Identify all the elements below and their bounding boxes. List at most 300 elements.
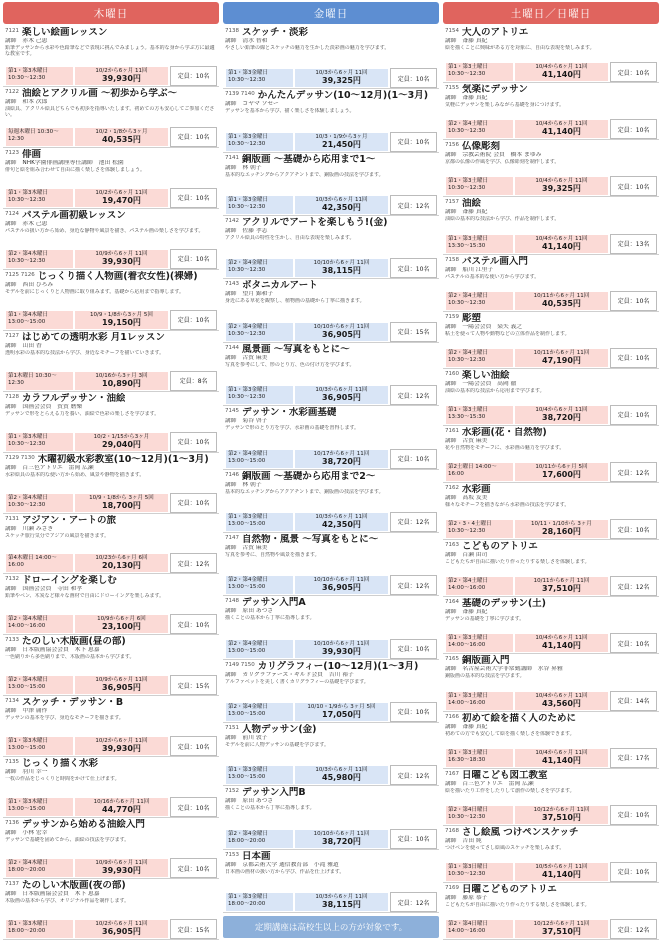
course-head: [445, 655, 657, 666]
course-info-row: [5, 675, 217, 695]
course-number: 7158: [445, 256, 459, 263]
course-instructor: 講師 日本版画協会会員 木下 恵嘉: [5, 891, 100, 898]
course-term: 10/3から6ヶ月 11回: [315, 767, 368, 774]
course-item: [3, 879, 219, 940]
course-number: 7152: [225, 788, 239, 795]
course-number: 7138: [225, 28, 239, 34]
course-head: [225, 534, 437, 545]
course-term: 10/9・1/8から 3ヶ月 5回: [89, 494, 154, 501]
course-title: 基礎のデッサン(土): [462, 598, 547, 610]
course-schedule: 第2・第4金曜日 13:00〜15:00: [225, 449, 294, 469]
course-description: 気軽にデッサンを楽しみながら基礎を身につけます。: [445, 102, 565, 109]
course-fee: 19,150円: [102, 317, 141, 327]
course-instructor: 講師 清水 智和: [225, 38, 268, 44]
course-head: [445, 713, 657, 724]
course-capacity: 定員：12名: [170, 553, 217, 573]
course-fee: 39,325円: [322, 76, 361, 86]
course-instructor: 講師 前川 敦子: [225, 734, 268, 741]
course-term: 10/17から6ヶ月 11回: [313, 450, 370, 457]
course-number: 7123: [5, 149, 19, 156]
course-head: [5, 697, 217, 708]
course-schedule: 第2土曜日 14:00〜16:00: [445, 462, 514, 482]
course-capacity: 定員：10名: [610, 862, 657, 882]
course-term: 10/9から6ヶ月 11回: [95, 677, 148, 684]
course-item: [223, 216, 439, 279]
course-title: かんたんデッサン(10〜12月)(1〜3月): [257, 90, 429, 102]
course-fee-box: [514, 62, 610, 82]
course-item: [443, 483, 659, 540]
course-fee: 38,115円: [322, 266, 361, 276]
course-fee: 39,325円: [542, 184, 581, 194]
course-info-row: [225, 702, 437, 722]
course-fee-box: [294, 195, 390, 215]
course-term: 10/3から6ヶ月 11回: [315, 70, 368, 77]
course-fee: 41,140円: [542, 869, 581, 879]
course-number: 7133: [5, 637, 19, 644]
course-info-row: [445, 862, 657, 882]
course-description: 俳句と絵を組み合わせて自由に描く楽しさを体験しましょう。: [5, 166, 146, 173]
course-item: [443, 712, 659, 769]
course-fee: 40,535円: [542, 298, 581, 308]
course-description: 京都の仏像の作風を学び、仏像彫刻を制作します。: [445, 159, 560, 166]
course-schedule: 第2・第4土曜日 14:00〜16:00: [445, 576, 514, 596]
course-number: 7166: [445, 713, 459, 720]
course-description: 透明水彩の基本的な技法から学び、身近なモチーフを描いていきます。: [5, 349, 165, 356]
course-info-row: [5, 127, 217, 147]
course-schedule: 第1・第3土曜日 16:30〜18:30: [445, 748, 514, 768]
course-title: 日本画: [242, 850, 271, 862]
course-description: 銅版画の基本的な技法を学びます。: [445, 673, 525, 680]
course-instructor: 講師 中澤 庸作: [5, 708, 48, 715]
course-schedule: 第1・第3土曜日 10:30〜12:30: [445, 62, 514, 82]
course-schedule: 第2・第4土曜日 10:30〜12:30: [445, 291, 514, 311]
course-term: 10/4から6ヶ月 11回: [535, 692, 588, 699]
course-term: 10/9から6ヶ月 6回: [97, 616, 146, 623]
course-term: 10/3・1/9から3ヶ月: [315, 133, 368, 140]
course-fee-box: [514, 234, 610, 254]
course-item: [3, 453, 219, 514]
course-fee-box: [514, 691, 610, 711]
course-fee: 39,930円: [102, 73, 141, 83]
course-number: 7137: [5, 881, 19, 888]
course-head: [445, 541, 657, 552]
course-instructor: 講師 船川 江里子: [445, 266, 494, 273]
course-term: 10/5から6ヶ月 11回: [535, 863, 588, 870]
course-description: デッサンで形をとらえる力を養い、油絵で色彩の楽しさを学びます。: [5, 410, 160, 417]
course-fee-box: [74, 614, 170, 634]
course-info-row: [445, 462, 657, 482]
course-term: 10/10から6ヶ月 11回: [313, 640, 370, 647]
course-instructor: 講師 赤木 己恵: [5, 220, 48, 227]
course-head: [225, 27, 437, 38]
course-fee: 10,890円: [102, 378, 141, 388]
course-schedule: 第2・第4木曜日 10:30〜12:30: [5, 493, 74, 513]
course-schedule: 第1・第3土曜日 13:30〜15:30: [445, 405, 514, 425]
course-instructor: 講師 山田 香: [5, 342, 42, 349]
course-instructor: 講師 古賀 麻美: [225, 544, 268, 551]
course-head: [5, 27, 217, 38]
course-number: 7136: [5, 820, 19, 827]
course-title: アクリルでアートを楽しもう!(金): [242, 217, 388, 229]
course-schedule: 第1・第3金曜日 13:00〜15:00: [225, 512, 294, 532]
course-capacity: 定員：17名: [610, 748, 657, 768]
course-capacity: 定員：10名: [170, 736, 217, 756]
course-info-row: [225, 892, 437, 912]
course-instructor: 講師 原田 あつさ: [225, 798, 274, 805]
course-fee-box: [294, 829, 390, 849]
course-fee-box: [514, 919, 610, 939]
course-info-row: [445, 234, 657, 254]
course-number: 7147: [225, 534, 239, 541]
course-fee: 19,470円: [102, 195, 141, 205]
course-term: 10/12から6ヶ月 11回: [533, 921, 590, 927]
course-term: 10/10から6ヶ月 11回: [313, 260, 370, 267]
course-number: 7156: [445, 142, 459, 149]
course-info-row: [225, 829, 437, 849]
course-schedule: 第2・第4木曜日 13:00〜15:00: [5, 675, 74, 695]
course-capacity: 定員：15名: [170, 919, 217, 939]
course-info-row: [445, 919, 657, 939]
course-number: 7125 7126: [5, 271, 35, 278]
course-item: [3, 87, 219, 148]
course-description: デッサンの基本を学び、身近なモチーフを描きます。: [5, 715, 124, 722]
course-capacity: 定員：10名: [610, 348, 657, 368]
course-list: [443, 26, 659, 940]
course-number: 7129 7130: [5, 454, 35, 461]
course-capacity: 定員：14名: [610, 691, 657, 711]
course-description: こどもたちが自由に描いたり作ったりする楽しさを体験します。: [445, 559, 590, 566]
course-fee: 41,140円: [542, 241, 581, 251]
course-item: [223, 470, 439, 533]
course-description: 油絵具、アクリル絵具どちらでも初歩を指導いたします。初めての方も安心してご参加ください。: [5, 105, 215, 119]
course-fee-box: [514, 805, 610, 825]
course-title: さし絵風 つけペンスケッチ: [462, 826, 579, 838]
course-title: 初めて絵を描く人のために: [462, 712, 577, 724]
course-schedule: 第1・第3木曜日 10:30〜12:30: [5, 432, 74, 452]
course-info-row: [225, 132, 437, 152]
course-capacity: 定員：12名: [390, 195, 437, 215]
course-instructor: 講師 百三色アトリエ 雷岡 広瀬: [445, 780, 534, 787]
course-instructor: 講師 カリグラファーズ・ギルド会員 吉川 裕子: [225, 671, 354, 678]
course-title: デッサン・水彩画基礎: [242, 407, 337, 419]
course-item: [443, 26, 659, 83]
course-info-row: [445, 805, 657, 825]
course-description: 鉛筆やペン、木炭など様々な画材で自由にドローイングを楽しみます。: [5, 593, 165, 600]
course-description: デッサンの基礎を丁寧に学びます。: [445, 616, 525, 623]
course-info-row: [225, 258, 437, 278]
course-fee-box: [294, 322, 390, 342]
course-number: 7141: [225, 154, 239, 161]
course-term: 10/3から6ヶ月 11回: [315, 894, 368, 901]
course-schedule: 第1・第3金曜日 10:30〜12:30: [225, 195, 294, 215]
course-info-row: [5, 614, 217, 634]
course-title: 水彩画: [462, 484, 491, 495]
course-term: 10/4から6ヶ月 11回: [535, 64, 588, 71]
course-title: パステル画初級レッスン: [22, 209, 126, 221]
course-fee-box: [294, 702, 390, 722]
course-number: 7146: [225, 471, 239, 478]
course-info-row: [445, 748, 657, 768]
notice-banner: 定期講座は高校生以上の方が対象です。: [223, 916, 439, 938]
course-title: はじめての透明水彩 月1レッスン: [22, 331, 165, 343]
course-item: [223, 343, 439, 406]
course-description: 写真を参考に、自然物や風景を描きます。: [225, 551, 320, 558]
course-fee-box: [294, 449, 390, 469]
course-head: [445, 484, 657, 495]
course-term: 10/16から6ヶ月 11回: [93, 799, 150, 806]
course-description: 描くことの基本から丁寧に指導します。: [225, 615, 315, 622]
course-description: 身近にある草花を観察し、植物画の基礎から丁寧に描きます。: [225, 298, 365, 305]
course-term: 10/10から6ヶ月 11回: [313, 323, 370, 330]
course-description: 様々なモチーフを描きながら水彩画の技法を学びます。: [445, 502, 570, 508]
course-item: [443, 769, 659, 826]
course-capacity: 定員：10名: [390, 702, 437, 722]
course-title: 木曜初級水彩教室(10〜12月)(1〜3月): [37, 453, 209, 465]
course-description: 絵を描いたり工作をしたりして創作の楽しさを学びます。: [445, 787, 575, 794]
course-title: アジアン・アートの旅: [22, 514, 116, 526]
day-header-saturday-sunday: 土曜日／日曜日: [443, 2, 659, 24]
course-capacity: 定員：10名: [610, 176, 657, 196]
course-info-row: [5, 553, 217, 573]
course-fee-box: [514, 519, 610, 539]
course-head: [445, 256, 657, 267]
course-fee: 36,905円: [322, 583, 361, 593]
course-info-row: [5, 310, 217, 330]
course-item: [3, 209, 219, 270]
course-instructor: 講師 和本 次郎: [5, 98, 48, 105]
course-fee: 40,535円: [102, 134, 141, 144]
course-description: 基本的なエッチングからアクアチントまで、銅版画の技法を学びます。: [225, 171, 384, 178]
course-schedule: 第2・第4金曜日 13:00〜15:00: [225, 702, 294, 722]
course-fee-box: [74, 66, 170, 86]
course-fee: 41,140円: [542, 127, 581, 137]
course-term: 10/10・1/9から 3ヶ月 5回: [307, 703, 376, 710]
course-head: [5, 819, 217, 830]
course-instructor: 講師 望月 錦和子: [225, 291, 274, 298]
course-instructor: 講師 佐藤 孝志: [225, 228, 268, 235]
course-item: [223, 406, 439, 469]
course-item: [223, 89, 439, 152]
course-info-row: [445, 348, 657, 368]
course-description: スケッチ旅行気分でアジアの風景を描きます。: [5, 532, 110, 539]
course-description: つけペンを使ってさし絵風のスケッチを楽しみます。: [445, 844, 565, 851]
course-fee: 36,905円: [102, 927, 141, 937]
course-fee-box: [294, 258, 390, 278]
course-info-row: [445, 119, 657, 139]
course-item: [443, 140, 659, 197]
course-term: 10/11・1/10から 3ヶ月: [530, 521, 592, 528]
course-fee: 38,720円: [322, 836, 361, 846]
course-fee-box: [514, 633, 610, 653]
course-schedule: 第1・第3金曜日 10:30〜12:30: [225, 385, 294, 405]
course-title: 銅版画入門: [462, 655, 510, 667]
course-number: 7131: [5, 515, 19, 522]
saturday-sunday-column: [443, 0, 659, 940]
day-header-thursday: 木曜日: [3, 2, 219, 24]
course-instructor: 講師 日本版画協会会員 木下 恵嘉: [5, 647, 100, 654]
course-number: 7154: [445, 28, 459, 34]
course-title: 油絵とアクリル画 〜初歩から学ぶ〜: [22, 87, 178, 99]
course-info-row: [445, 519, 657, 539]
course-number: 7169: [445, 884, 459, 891]
course-fee: 42,350円: [322, 203, 361, 213]
course-number: 7163: [445, 542, 459, 549]
course-info-row: [225, 195, 437, 215]
course-term: 10/11から6ヶ月 11回: [533, 292, 590, 299]
course-description: 花や自然物をモチーフに、水彩画の魅力を学びます。: [445, 444, 565, 451]
course-instructor: 講師 林 朝子: [225, 481, 262, 488]
course-capacity: 定員：12名: [390, 385, 437, 405]
course-item: [3, 635, 219, 696]
course-schedule: 第1・第3土曜日 14:00〜16:00: [445, 691, 514, 711]
course-item: [223, 850, 439, 913]
course-description: 日本画の画材の扱い方から学び、作品を仕上げます。: [225, 868, 345, 875]
course-title: ボタニカルアート: [242, 280, 318, 292]
course-info-row: [225, 765, 437, 785]
course-number: 7134: [5, 698, 19, 705]
course-schedule: 毎週木曜日 10:30〜12:30: [5, 127, 74, 147]
course-instructor: 講師 斎藤 真紀: [445, 609, 488, 616]
course-title: 銅版画 〜基礎から応用まで1〜: [242, 153, 376, 165]
course-fee-box: [294, 132, 390, 152]
course-item: [223, 596, 439, 659]
course-title: じっくり描く人物画(着衣女性)(裸婦): [37, 270, 198, 282]
course-info-row: [225, 575, 437, 595]
course-term: 10/4から6ヶ月 11回: [535, 235, 588, 242]
course-schedule: 第2・第4日曜日 10:30〜12:30: [445, 805, 514, 825]
course-fee-box: [514, 176, 610, 196]
course-capacity: 定員：10名: [390, 258, 437, 278]
course-item: [223, 153, 439, 216]
course-capacity: 定員：10名: [390, 829, 437, 849]
course-number: 7124: [5, 210, 19, 217]
course-fee: 36,905円: [322, 329, 361, 339]
course-list: [3, 26, 219, 940]
course-schedule: 第1・第3木曜日 13:00〜15:00: [5, 736, 74, 756]
course-capacity: 定員：15名: [170, 675, 217, 695]
course-instructor: 講師 赤木 己恵: [5, 38, 48, 44]
course-fee-box: [74, 310, 170, 330]
course-description: こどもたちが自由に描いたり作ったりする楽しさを体験します。: [445, 901, 590, 908]
course-schedule: 第2・第4金曜日 10:30〜12:30: [225, 322, 294, 342]
course-instructor: 講師 羽川 幸一: [5, 769, 48, 776]
course-head: [5, 332, 217, 343]
course-instructor: 講師 林 朝子: [225, 164, 262, 171]
course-fee-box: [514, 291, 610, 311]
course-title: スケッチ・デッサン・B: [22, 697, 124, 709]
course-term: 10/2から6ヶ月 11回: [95, 738, 148, 745]
course-instructor: 講師 コヤマ ソセー: [225, 101, 279, 108]
course-info-row: [5, 797, 217, 817]
course-capacity: 定員：10名: [390, 68, 437, 88]
course-schedule: 第2・第4木曜日 10:30〜12:30: [5, 249, 74, 269]
course-term: 10/11から6ヶ月 11回: [533, 578, 590, 585]
course-capacity: 定員：10名: [610, 633, 657, 653]
course-head: [225, 407, 437, 418]
course-capacity: 定員：10名: [170, 858, 217, 878]
course-title: たのしい木版画(昼の部): [22, 636, 126, 648]
course-capacity: 定員：10名: [170, 432, 217, 452]
course-number: 7135: [5, 759, 19, 766]
course-fee: 38,720円: [542, 412, 581, 422]
course-schedule: 第1・第3木曜日 10:30〜12:30: [5, 66, 74, 86]
course-description: 木版画の基本から学び、オリジナル作品を制作します。: [5, 898, 130, 905]
course-number: 7145: [225, 408, 239, 415]
course-fee-box: [294, 512, 390, 532]
course-term: 10/4から6ヶ月 11回: [535, 121, 588, 128]
course-item: [3, 26, 219, 87]
course-title: パステル画入門: [462, 255, 528, 267]
course-title: 油絵: [462, 198, 482, 210]
course-fee: 45,980円: [322, 773, 361, 783]
course-capacity: 定員：10名: [390, 132, 437, 152]
course-head: [5, 575, 217, 586]
course-schedule: 第2・第4木曜日 18:00〜20:00: [5, 858, 74, 878]
course-capacity: 定員：10名: [610, 405, 657, 425]
course-term: 10/11から6ヶ月 5回: [535, 464, 588, 470]
course-schedule: 第2・3・4土曜日 10:30〜12:30: [445, 519, 514, 539]
course-item: [443, 883, 659, 940]
course-capacity: 定員：12名: [610, 462, 657, 482]
course-info-row: [5, 249, 217, 269]
course-head: [225, 661, 437, 672]
course-capacity: 定員：10名: [390, 449, 437, 469]
course-number: 7148: [225, 598, 239, 605]
course-item: [443, 369, 659, 426]
course-number: 7157: [445, 199, 459, 206]
course-title: 仏像彫刻: [462, 141, 501, 153]
course-head: [225, 597, 437, 608]
course-fee: 47,190円: [542, 355, 581, 365]
course-number: 7167: [445, 770, 459, 777]
course-fee: 43,560円: [542, 698, 581, 708]
course-fee: 41,140円: [542, 70, 581, 80]
course-head: [5, 271, 217, 282]
course-instructor: 講師 吉田 純: [445, 837, 482, 844]
course-number: 7159: [445, 313, 459, 320]
course-term: 10/4から6ヶ月 11回: [535, 406, 588, 413]
course-instructor: 講師 百瀬 由司: [445, 552, 488, 559]
course-capacity: 定員：15名: [390, 322, 437, 342]
course-description: 基本的なエッチングからアクアチントまで、銅版画の技法を学びます。: [225, 488, 384, 495]
course-head: [5, 636, 217, 647]
course-description: やさしい鉛筆の線とスケッチの魅力を生かした淡彩画の魅力を学びます。: [225, 45, 390, 51]
course-title: スケッチ・淡彩: [242, 27, 309, 38]
course-capacity: 定員：12名: [610, 576, 657, 596]
course-item: [443, 83, 659, 140]
course-fee-box: [74, 432, 170, 452]
course-instructor: 講師 西田 ひろみ: [5, 281, 54, 288]
course-head: [5, 880, 217, 891]
friday-column: [223, 0, 439, 940]
course-number: 7128: [5, 393, 19, 400]
course-fee-box: [294, 765, 390, 785]
course-fee: 37,510円: [542, 584, 581, 594]
course-schedule: 第1・第3金曜日 13:00〜15:00: [225, 765, 294, 785]
course-info-row: [5, 493, 217, 513]
course-number: 7139 7140: [225, 91, 255, 98]
course-info-row: [5, 736, 217, 756]
course-instructor: 講師 国画会会員 賀賀 磨樂: [5, 403, 83, 410]
course-number: 7162: [445, 485, 459, 491]
course-head: [225, 154, 437, 165]
course-number: 7142: [225, 218, 239, 225]
course-title: 日曜こども図工教室: [462, 769, 548, 781]
course-description: 油絵の基本的な技法から応用まで学びます。: [445, 387, 545, 394]
course-instructor: 講師 京都芸術大学 通信教育部 小滝 雅道: [225, 861, 339, 868]
course-head: [225, 471, 437, 482]
course-schedule: 第1・第3木曜日 18:00〜20:00: [5, 919, 74, 939]
